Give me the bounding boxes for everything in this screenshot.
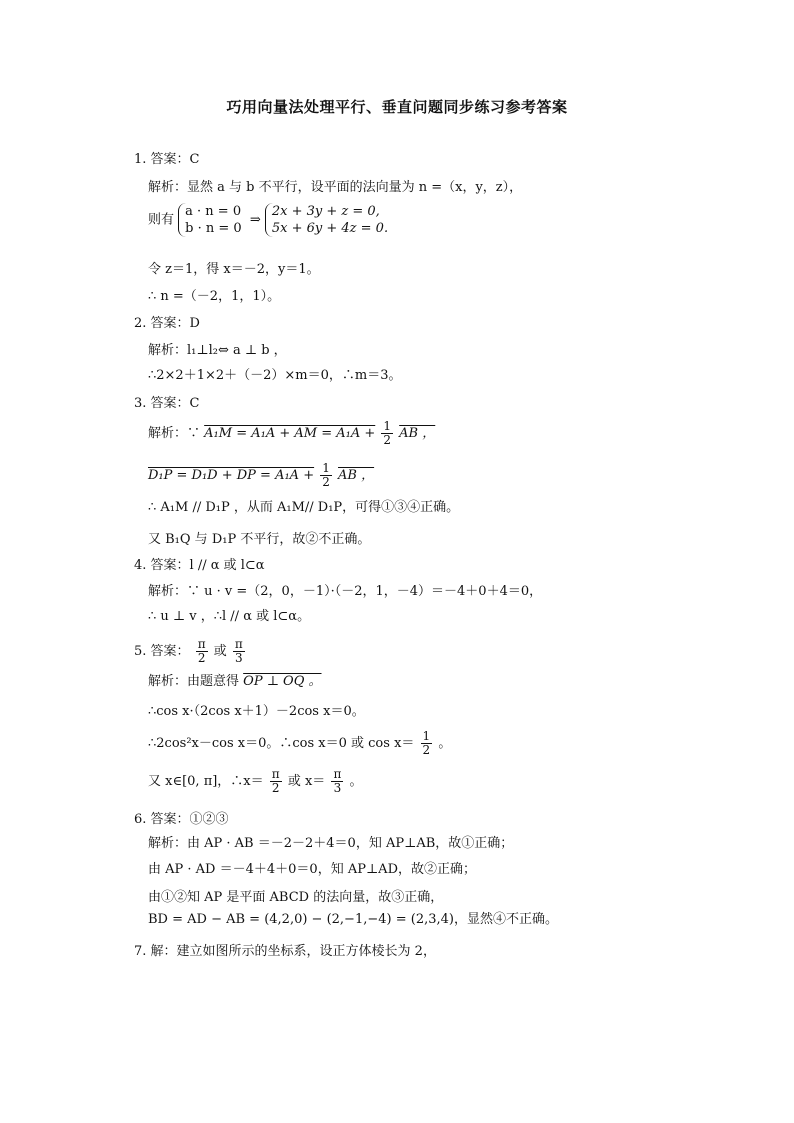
q2-line2: ∴2×2＋1×2＋（－2）×m＝0，∴m＝3。 <box>148 368 402 383</box>
q1-line1: 解析：显然 a 与 b 不平行，设平面的法向量为 n =（x，y，z）， <box>148 180 523 195</box>
q1-line3: 令 z＝1，得 x＝－2，y＝1。 <box>148 262 320 277</box>
fraction-numerator: 1 <box>422 729 431 743</box>
q3-line2-end: AB ， <box>338 468 375 483</box>
q3-answer: 3. 答案：C <box>134 396 200 411</box>
fraction-numerator: 1 <box>383 419 392 433</box>
fraction-denominator: 2 <box>271 781 280 795</box>
q1-system-right <box>265 203 392 237</box>
q1-system-left <box>178 203 246 237</box>
q2-line1: 解析：l₁⊥l₂⇔ a ⊥ b ， <box>148 343 287 358</box>
fraction-denominator: 2 <box>422 743 431 757</box>
q3-line2-fraction <box>320 462 332 489</box>
q6-answer: 6. 答案：①②③ <box>134 812 229 827</box>
q5-answer-prefix: 5. 答案： <box>134 644 190 659</box>
q5-line1 <box>148 674 322 690</box>
fraction-denominator: 3 <box>333 781 342 795</box>
q1-eq-b: b · n = 0 <box>185 221 242 236</box>
fraction-numerator: π <box>271 767 280 781</box>
q6-line2: 由 AP · AD ＝－4＋4＋0＝0，知 AP⊥AD，故②正确； <box>148 862 476 877</box>
q5-line4 <box>148 768 362 795</box>
q1-eq-d: 5x + 6y + 4z = 0. <box>271 221 389 236</box>
q3-line2 <box>148 462 374 489</box>
q1-line4: ∴ n =（－2，1，1）。 <box>148 289 281 304</box>
q1-eq-a: a · n = 0 <box>185 204 242 219</box>
q3-line1-fraction <box>381 420 393 447</box>
q5-answer <box>134 638 247 665</box>
q4-answer: 4. 答案：l // α 或 l⊂α <box>134 558 265 573</box>
fraction-denominator: 3 <box>235 651 243 665</box>
q4-line1: 解析：∵ u · v =（2，0，－1）·（－2，1，－4）＝－4＋0＋4＝0， <box>148 584 543 599</box>
q5-line3-fraction <box>421 730 433 757</box>
q3-line4: 又 B₁Q 与 D₁P 不平行，故②不正确。 <box>148 532 371 547</box>
q1-system-prefix: 则有 <box>148 212 175 228</box>
q2-answer: 2. 答案：D <box>134 316 200 331</box>
q6-line1: 解析：由 AP · AB ＝－2－2＋4＝0，知 AP⊥AB，故①正确； <box>148 836 514 851</box>
q5-line3 <box>148 730 451 757</box>
q1-answer: 1. 答案：C <box>134 152 200 167</box>
fraction-numerator: π <box>234 637 243 651</box>
q7-answer: 7. 解：建立如图所示的坐标系，设正方体棱长为 2， <box>134 944 436 959</box>
q5-line3-end: 。 <box>438 736 452 751</box>
q1-eq-c: 2x + 3y + z = 0, <box>271 204 380 219</box>
implies-symbol: ⇒ <box>249 212 261 228</box>
q5-line4-fraction2 <box>331 768 343 795</box>
q5-line1-prefix: 解析：由题意得 <box>148 674 240 689</box>
q3-line1-end: AB ， <box>399 426 436 441</box>
fraction-numerator: 1 <box>322 461 330 475</box>
q3-line1 <box>148 420 435 447</box>
q6-line3: 由①②知 AP 是平面 ABCD 的法向量，故③正确， <box>148 890 444 905</box>
q5-line1-vectors: OP ⊥ OQ 。 <box>243 674 322 689</box>
fraction-denominator: 2 <box>197 651 206 665</box>
page-title: 巧用向量法处理平行、垂直问题同步练习参考答案 <box>226 98 568 116</box>
q5-fraction-pi-3 <box>233 638 245 665</box>
q3-line1-vectors: A₁M = A₁A + AM = A₁A + <box>204 426 376 441</box>
q5-or: 或 <box>213 644 227 659</box>
q5-line3-text: ∴2cos²x－cos x＝0。∴cos x＝0 或 cos x＝ <box>148 736 415 751</box>
fraction-numerator: π <box>197 637 206 651</box>
q3-line3: ∴ A₁M // D₁P ，从而 A₁M// D₁P，可得①③④正确。 <box>148 500 460 515</box>
q4-line2: ∴ u ⊥ v ，∴l // α 或 l⊂α。 <box>148 609 311 624</box>
fraction-numerator: π <box>333 767 342 781</box>
fraction-denominator: 2 <box>383 433 392 447</box>
q3-line2-vectors: D₁P = D₁D + DP = A₁A + <box>148 468 315 483</box>
fraction-denominator: 2 <box>322 475 330 489</box>
q5-line4-end: 。 <box>349 774 363 789</box>
q1-system <box>148 203 392 237</box>
q3-line1-prefix: 解析：∵ <box>148 426 201 441</box>
q5-fraction-pi-2 <box>196 638 208 665</box>
q5-line4-fraction1 <box>270 768 282 795</box>
q5-line2: ∴cos x·（2cos x＋1）－2cos x＝0。 <box>148 704 365 719</box>
q5-line4-text: 又 x∈[0, π]，∴x＝ <box>148 774 264 789</box>
q5-line4-mid: 或 x＝ <box>287 774 326 789</box>
q6-line4: BD = AD − AB = (4,2,0) − (2,−1,−4) = (2,3,4)，显然④不正确。 <box>148 912 558 927</box>
